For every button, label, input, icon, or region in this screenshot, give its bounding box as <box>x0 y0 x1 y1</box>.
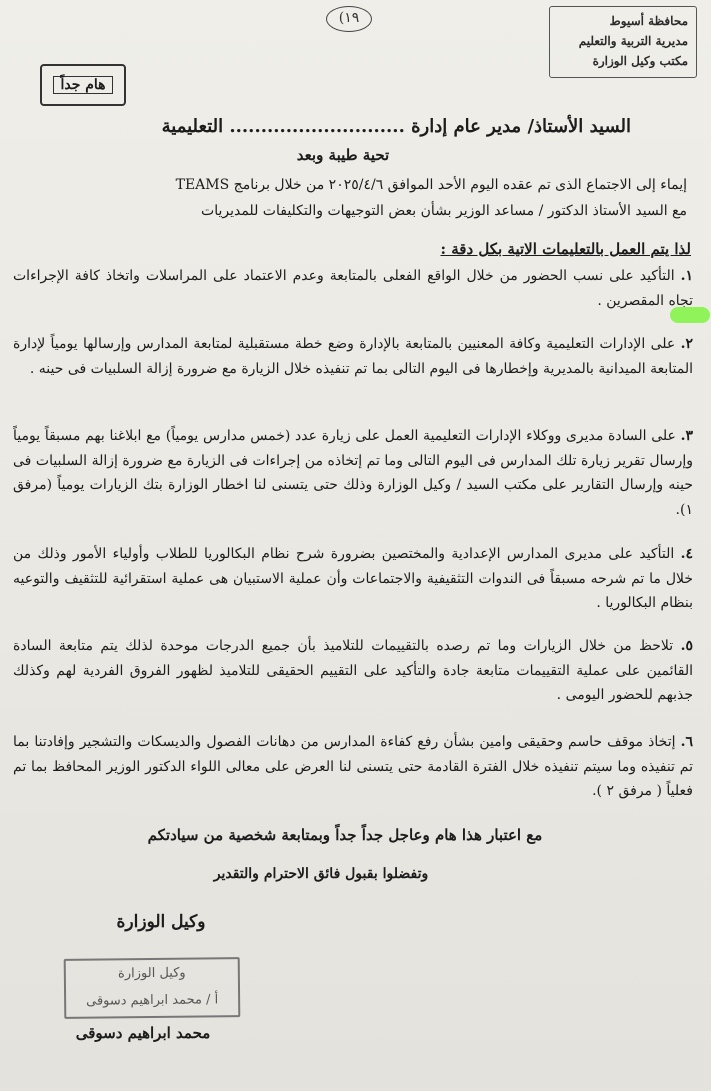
instruction-item-2 <box>13 332 693 381</box>
instruction-text: التأكيد على نسب الحضور من خلال الواقع الفعلى بالمتابعة وعدم الاعتماد على المراسلات واتخاذ كافة الإجراءات تجاه المقصرين . <box>13 268 693 309</box>
instruction-number: ٤. <box>680 546 694 562</box>
addressee-line: السيد الأستاذ/ مدير عام إدارة ............................ التعليمية <box>161 116 631 137</box>
instruction-number: ٣. <box>680 428 693 444</box>
header-stamp-directorate: مديرية التربية والتعليم <box>578 34 688 48</box>
signature-stamp-title: وكيل الوزارة <box>117 965 186 982</box>
header-stamp-office: مكتب وكيل الوزارة <box>592 54 688 68</box>
header-stamp <box>549 6 697 78</box>
instruction-number: ٥. <box>680 638 693 654</box>
greeting-line: تحية طيبة وبعد <box>296 146 390 164</box>
signature-title: وكيل الوزارة <box>116 912 206 932</box>
signature-stamp <box>64 957 241 1019</box>
instruction-text: على السادة مديرى ووكلاء الإدارات التعليمية العمل على زيارة عدد (خمس مدارس يومياً) مع ابلاغنا بهم مسبقاً يومياً وإرسال تقرير زيارة تلك المدارس فى اليوم التالى وما تم إتخاذه من إجراءات فى الزيارة مع ضرورة إزالة السلبيات فى حينه وإرسال التقارير على مكتب السيد / وكيل الوزارة وذلك حتى يتسنى لنا اخطار الوزارة بتك الزيارات يومياً (مرفق ١). <box>13 428 693 518</box>
important-label: هام جداً <box>53 76 112 94</box>
intro-paragraph <box>27 172 687 224</box>
signatory-name: محمد ابراهيم دسوقى <box>75 1024 211 1042</box>
instruction-text: إتخاذ موقف حاسم وحقيقى وامين بشأن رفع كفاءة المدارس من دهانات الفصول والديسكات والتشجير وإفادتنا بما تم تنفيذه وما سيتم تنفيذه خلال الفترة القادمة حتى يتسنى لنا العرض على معالى اللواء الدكتور الوزير المحافظ بما تم فعلياً ( مرفق ٢ ). <box>13 734 693 799</box>
important-label-box <box>40 64 126 106</box>
instruction-text: التأكيد على مديرى المدارس الإعدادية والمختصين بضرورة شرح نظام البكالوريا للطلاب وأولياء الأمور وذلك من خلال ما تم شرحه مسبقاً فى الندوات التثقيفية والاجتماعات وأن عملية الاستبيان هى عملية استقرائية للتثقيف والتوعيه بنظام البكالوريا . <box>13 546 693 611</box>
signature-stamp-name: أ / محمد ابراهيم دسوقى <box>85 992 219 1009</box>
instruction-text: على الإدارات التعليمية وكافة المعنيين بالمتابعة بالإدارة وضع خطة مستقبلية لمتابعة المدارس وإرسالها يومياً لإدارة المتابعة الميدانية بالمديرية وإخطارها فى اليوم التالى بما تم تنفيذه خلال الزيارة مع ضرورة إزالة السلبيات فى حينه . <box>13 336 693 377</box>
closing-line-1: مع اعتبار هذا هام وعاجل جداً جداً وبمتابعة شخصية من سيادتكم <box>147 826 543 844</box>
instruction-item-1 <box>13 264 693 313</box>
instruction-text: تلاحظ من خلال الزيارات وما تم رصده بالتقييمات للتلاميذ بأن جميع الدرجات موحدة لذلك يتم متابعة السادة القائمين على عملية التقييمات متابعة جادة والتأكيد على التقييم الحقيقى للتلاميذ لظهور الفروق الفردية لهم وكذلك جذبهم للحضور اليومى . <box>13 638 693 703</box>
instruction-number: ١. <box>680 268 693 284</box>
instruction-item-3 <box>13 424 693 522</box>
intro-line-2: مع السيد الأستاذ الدكتور / مساعد الوزير بشأن بعض التوجيهات والتكليفات للمديريات <box>201 203 687 219</box>
instruction-item-6 <box>13 730 693 804</box>
instruction-number: ٦. <box>680 734 693 750</box>
page-number: (١٩ <box>326 6 372 32</box>
instructions-heading: لذا يتم العمل بالتعليمات الاتية بكل دقة : <box>440 240 691 258</box>
intro-line-1: إيماء إلى الاجتماع الذى تم عقده اليوم الأحد الموافق ٢٠٢٥/٤/٦ من خلال برنامج TEAMS <box>175 177 687 193</box>
instruction-number: ٢. <box>680 336 693 352</box>
instruction-item-5 <box>13 634 693 708</box>
closing-line-2: وتفضلوا بقبول فائق الاحترام والتقدير <box>213 866 429 882</box>
header-stamp-governorate: محافظة أسيوط <box>609 14 688 28</box>
instruction-item-4 <box>13 542 693 616</box>
